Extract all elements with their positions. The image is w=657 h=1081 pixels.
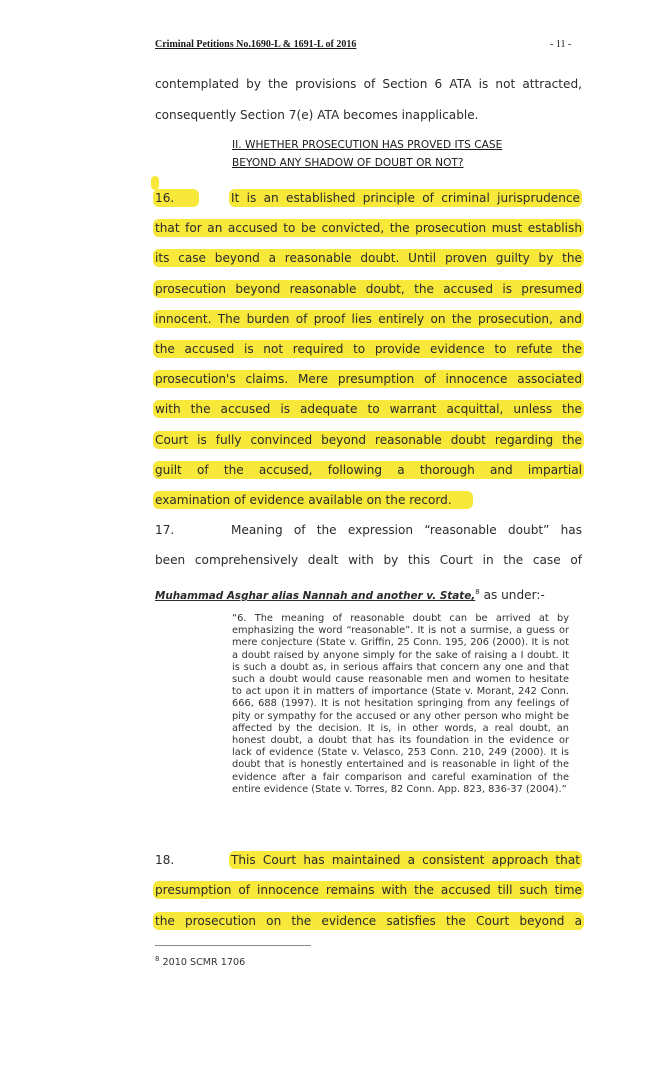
para16-line: its case beyond a reasonable doubt. Until proven guilty by the xyxy=(155,251,582,265)
footnote-text: 2010 SCMR 1706 xyxy=(159,957,246,969)
para18-first-line xyxy=(155,851,582,869)
footnote-divider xyxy=(155,945,311,946)
text-cursor-marker xyxy=(151,176,159,190)
para16-line: that for an accused to be convicted, the prosecution must establish xyxy=(155,221,582,235)
para16-line: prosecution beyond reasonable doubt, the accused is presumed xyxy=(155,282,582,296)
footnote xyxy=(155,953,245,969)
para16-line: innocent. The burden of proof lies entirely on the prosecution, and xyxy=(155,312,582,326)
para17-case-line xyxy=(155,583,582,601)
para16-line: Court is fully convinced beyond reasonable doubt regarding the xyxy=(155,433,582,447)
para18-number: 18. xyxy=(155,853,175,867)
para16-line: with the accused is adequate to warrant acquittal, unless the xyxy=(155,402,582,416)
para18-line: This Court has maintained a consistent approach that xyxy=(231,853,580,867)
footnote-reference[interactable]: 8 xyxy=(475,588,480,596)
intro-line-2: consequently Section 7(e) ATA becomes inapplicable. xyxy=(155,108,479,122)
intro-line-1: contemplated by the provisions of Section 6 ATA is not attracted, xyxy=(155,77,582,91)
para16-line: guilt of the accused, following a thorough and impartial xyxy=(155,463,582,477)
para16-number: 16. xyxy=(153,189,199,207)
footnote-marker: 8 xyxy=(155,955,160,963)
block-quote: “6. The meaning of reasonable doubt can be arrived at by emphasizing the word “reasonable”. It is not a surmise, a guess or mere conjecture (State v. Griffin, 25 Conn. 195, 206 (2000). It is not a doubt raised by anyone simply for the sake of raising a I doubt. It is such a doubt as, in serious affairs that concern any one and that such a doubt would cause reasonable men and women to hesitate to act upon it in matters of importance (State v. Morant, 242 Conn. 666, 688 (1997). It is not hesitation springing from any feelings of pity or sympathy for the accused or any other person who might be affected by the decision. It is, in other words, a real doubt, an honest doubt, a doubt that has its foundation in the evidence or lack of evidence (State v. Velasco, 253 Conn. 210, 249 (2000). It is doubt that is honestly entertained and is reasonable in light of the evidence after a fair comparison and careful examination of the entire evidence (State v. Torres, 82 Conn. App. 823, 836-37 (2004).” xyxy=(232,613,569,795)
para16-first-line xyxy=(155,189,582,207)
para16-line: the accused is not required to provide evidence to refute the xyxy=(155,342,582,356)
para17-number: 17. xyxy=(155,523,175,537)
para16-line: It is an established principle of criminal jurisprudence xyxy=(231,191,580,205)
para17-line: been comprehensively dealt with by this Court in the case of xyxy=(155,553,582,567)
para18-line: presumption of innocence remains with the accused till such time xyxy=(155,883,582,897)
section-heading-line-1: II. WHETHER PROSECUTION HAS PROVED ITS CASE xyxy=(232,139,503,151)
para16-line: prosecution's claims. Mere presumption of innocence associated xyxy=(155,372,582,386)
para17-line: as under:- xyxy=(479,588,545,603)
para16-line: examination of evidence available on the record. xyxy=(153,491,473,509)
header-case-title: Criminal Petitions No.1690-L & 1691-L of 2016 xyxy=(155,39,357,50)
para17-first-line xyxy=(155,521,582,539)
case-citation-link[interactable]: Muhammad Asghar alias Nannah and another v. State, xyxy=(155,590,476,603)
para17-line: Meaning of the expression “reasonable doubt” has xyxy=(231,523,582,537)
header-page-number: - 11 - xyxy=(550,39,572,50)
para18-line: the prosecution on the evidence satisfies the Court beyond a xyxy=(155,914,582,928)
section-heading-line-2: BEYOND ANY SHADOW OF DOUBT OR NOT? xyxy=(232,157,464,169)
